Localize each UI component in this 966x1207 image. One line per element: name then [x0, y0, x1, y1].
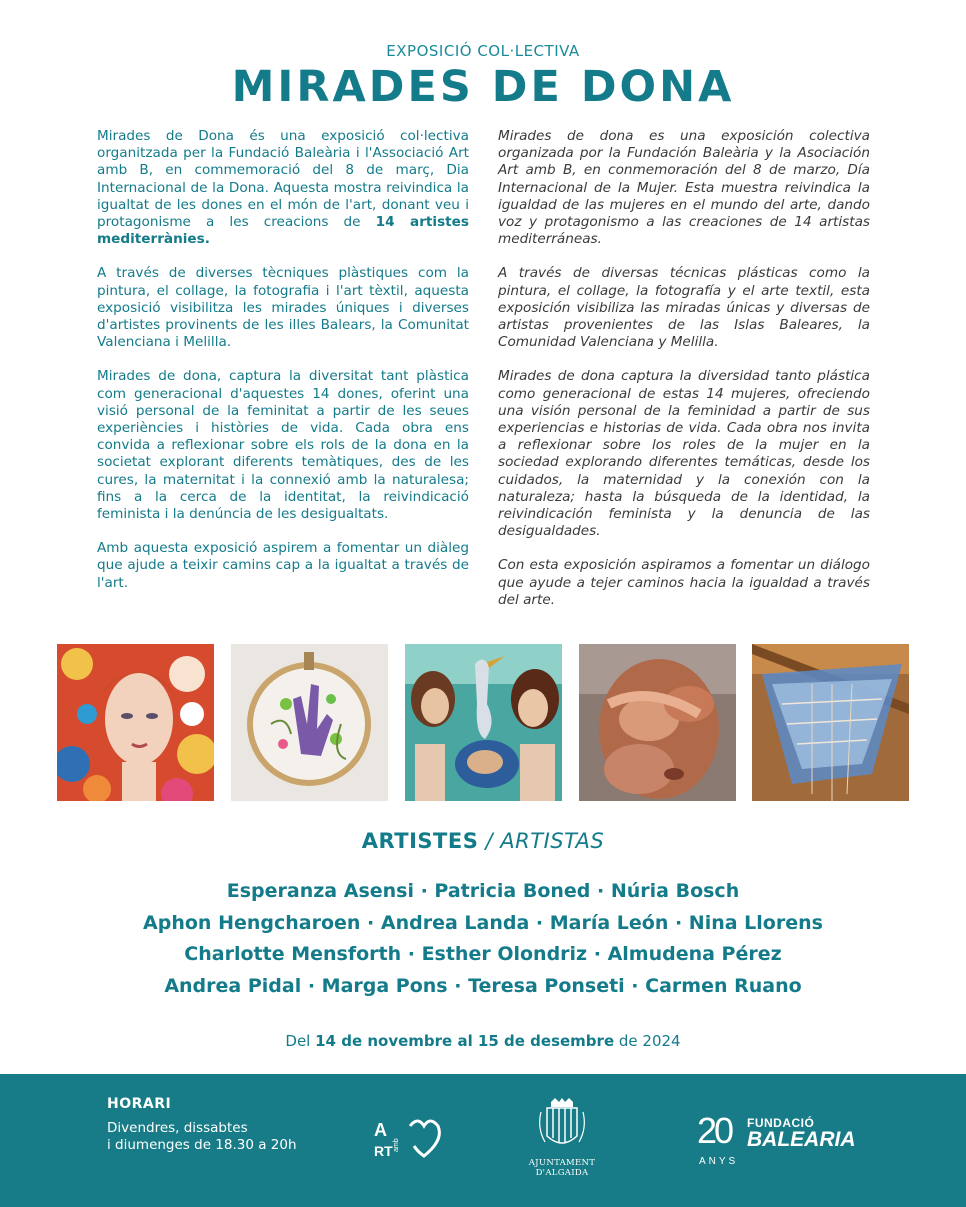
ca-paragraph-3: Mirades de dona, captura la diversitat tant plàstica com generacional d'aquestes 14 dones, oferint una visió personal de la feminitat a partir de les seues experiències i històries de vida. Cada obra ens convida a reflexionar sobre els rols de la dona en la societat explorant diferents temàtiques, des de les cures, la maternitat i la connexió amb la naturalesa; fins a la cerca de la identitat, la reivindicació feminista i la denúncia de les desigualtats. [97, 368, 469, 523]
artwork-body-painting [579, 644, 736, 801]
artwork-gallery [57, 644, 909, 801]
artist-line: Charlotte Mensforth · Esther Olondriz · Almudena Pérez [184, 943, 782, 965]
ca-paragraph-2: A través de diverses tècniques plàstiques com la pintura, el collage, la fotografia i l'art tèxtil, aquesta exposició visibilitza les mirades úniques i diverses d'artistes provinents de les illes Balears, la Comunitat Valenciana i Melilla. [97, 265, 469, 351]
dates-year: de 2024 [614, 1032, 681, 1050]
artist-line: Andrea Pidal · Marga Pons · Teresa Ponseti · Carmen Ruano [164, 974, 802, 997]
fundacio-balearia-logo [697, 1110, 857, 1172]
ca-p1-strong: 14 artistes mediterrànies. [97, 214, 469, 248]
ajuntament-algaida-logo [503, 1098, 621, 1178]
ca-paragraph-4: Amb aquesta exposició aspirem a fomentar un diàleg que ajude a teixir camins cap a la igualtat a través de l'art. [97, 540, 469, 591]
es-paragraph-3: Mirades de dona captura la diversidad tanto plástica como generacional de estas 14 mujeres, ofreciendo una visión personal de la feminidad a partir de sus experiencias e historias de vida. Cada obra nos invita a reflexionar sobre los roles de la mujer en la sociedad explorando diferentes temáticas, desde los cuidados, la maternidad y la conexión con la naturaleza; hasta la búsqueda de la identidad, la reivindicación feminista y la denuncia de las desigualdades. [498, 368, 870, 540]
artwork-floral-portrait [57, 644, 214, 801]
horari-text [107, 1120, 327, 1154]
horari-line-2: i diumenges de 18.30 a 20h [107, 1137, 297, 1153]
fb-anniversary-number: 20 [697, 1110, 732, 1151]
horari-title: HORARI [107, 1096, 172, 1112]
kicker: EXPOSICIÓ COL·LECTIVA [386, 42, 580, 60]
dates-prefix: Del [285, 1032, 316, 1050]
svg-text:amb: amb [393, 1138, 400, 1152]
artwork-women-heron [405, 644, 562, 801]
fb-balearia-text: BALEARIA [747, 1128, 856, 1151]
artists-heading-separator: / [478, 829, 501, 853]
coat-of-arms-icon [503, 1098, 621, 1158]
artists-heading-es: ARTISTAS [500, 829, 605, 853]
ca-p1-text: Mirades de Dona és una exposició col·lectiva organitzada per la Fundació Baleària i l'Associació Art amb B, en commemoració del 8 de març, Dia Internacional de la Dona. Aquesta mostra reivindica la igualtat de les dones en el món de l'art, donant veu i protagonisme a les creacions de [97, 128, 469, 231]
artists-heading-ca: ARTISTES [361, 829, 479, 853]
horari-line-1: Divendres, dissabtes [107, 1120, 248, 1136]
artwork-embroidery-hoop [231, 644, 388, 801]
fb-fundacio-text: FUNDACIÓ [747, 1116, 815, 1130]
catalan-column [97, 128, 469, 609]
page-title: MIRADES DE DONA [231, 62, 735, 112]
spanish-column [498, 128, 870, 626]
exhibition-dates [0, 1032, 966, 1050]
artist-list [0, 876, 966, 1002]
es-paragraph-2: A través de diversas técnicas plásticas como la pintura, el collage, la fotografía y el arte textil, esta exposición visibiliza las miradas únicas y diversas de artistas provenientes de las Islas Baleares, la Comunidad Valenciana y Melilla. [498, 265, 870, 351]
dates-range: 14 de novembre al 15 de desembre [315, 1032, 615, 1050]
ajuntament-label: AJUNTAMENT D'ALGAIDA [528, 1158, 596, 1178]
artwork-textile-installation [752, 644, 909, 801]
svg-text:RT: RT [374, 1143, 393, 1159]
art-amb-b-logo [372, 1112, 450, 1168]
svg-text:A: A [374, 1120, 387, 1140]
artists-heading [0, 829, 966, 853]
fb-anys-text: ANYS [699, 1156, 739, 1167]
artist-line: Esperanza Asensi · Patricia Boned · Núria Bosch [226, 880, 740, 902]
es-paragraph-1: Mirades de dona es una exposición colectiva organizada por la Fundación Baleària y la Asociación Art amb B, en conmemoración del 8 de marzo, Día Internacional de la Mujer. Esta muestra reivindica la igualdad de las mujeres en el mundo del arte, dando voz y protagonismo a las creaciones de 14 artistas mediterráneas. [498, 128, 870, 248]
ca-paragraph-1 [97, 128, 469, 248]
artist-line: Aphon Hengcharoen · Andrea Landa · María León · Nina Llorens [143, 911, 823, 934]
es-paragraph-4: Con esta exposición aspiramos a fomentar un diálogo que ayude a tejer caminos hacia la igualdad a través del arte. [498, 557, 870, 608]
